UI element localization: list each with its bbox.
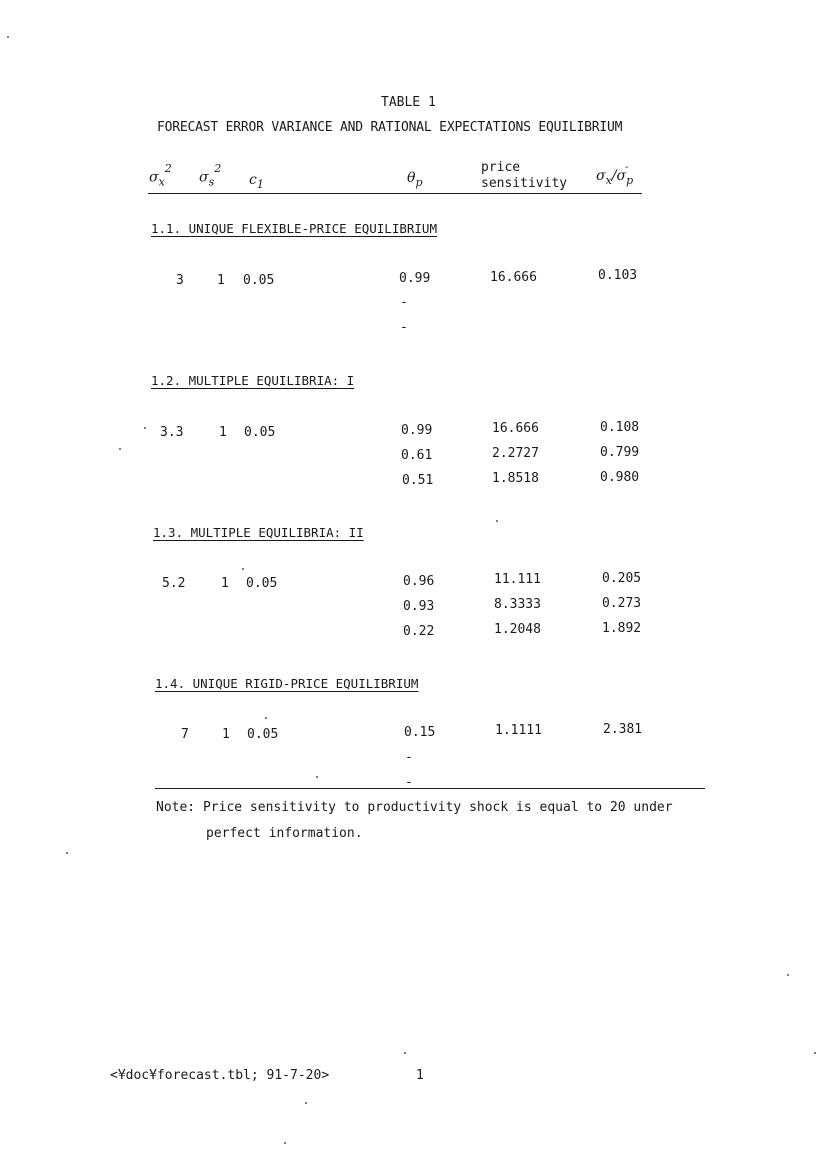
param-sigma-s2: 1: [222, 727, 230, 742]
cell-theta: -: [405, 775, 413, 790]
table-note-continued: perfect information.: [206, 826, 363, 841]
cell-theta: 0.96: [403, 574, 435, 589]
page-number: 1: [416, 1068, 424, 1083]
cell-price: 16.666: [492, 421, 539, 436]
cell-theta: 0.99: [399, 271, 431, 286]
cell-theta: -: [400, 295, 408, 310]
scan-speck: [316, 776, 318, 778]
table-subtitle: FORECAST ERROR VARIANCE AND RATIONAL EXPECTATIONS EQUILIBRIUM: [157, 120, 623, 135]
scan-speck: [66, 852, 68, 854]
cell-theta: 0.22: [403, 624, 435, 639]
cell-ratio: 0.205: [602, 571, 642, 586]
cell-theta: 0.15: [404, 725, 436, 740]
table-note: Note: Price sensitivity to productivity shock is equal to 20 under: [156, 800, 673, 815]
scan-speck: [7, 36, 9, 38]
scan-speck: [265, 717, 267, 719]
param-c1: 0.05: [247, 727, 279, 742]
table-bottom-rule: [155, 788, 705, 789]
cell-price: 16.666: [490, 270, 537, 285]
cell-theta: -: [405, 750, 413, 765]
header-c1: $c_1$: [249, 172, 264, 191]
section-title: 1.1. UNIQUE FLEXIBLE-PRICE EQUILIBRIUM: [151, 221, 437, 236]
cell-price: 11.111: [494, 572, 541, 587]
header-sigma-x2: $\sigma_x^2$: [149, 162, 172, 189]
cell-theta: 0.93: [403, 599, 435, 614]
cell-ratio: 0.273: [602, 596, 642, 611]
cell-ratio: 0.103: [598, 268, 638, 283]
table-title: TABLE 1: [381, 95, 436, 110]
param-sigma-s2: 1: [217, 273, 225, 288]
param-sigma-x2: 7: [181, 727, 189, 742]
header-price-line2: sensitivity: [481, 176, 568, 191]
cell-price: 1.8518: [492, 471, 539, 486]
cell-ratio: 1.892: [602, 621, 642, 636]
cell-price: 1.2048: [494, 622, 541, 637]
scan-speck: [144, 427, 146, 429]
section-title: 1.2. MULTIPLE EQUILIBRIA: I: [151, 373, 355, 388]
param-sigma-x2: 3: [176, 273, 184, 288]
cell-theta: 0.61: [401, 448, 433, 463]
param-sigma-x2: 5.2: [162, 576, 186, 591]
param-sigma-x2: 3.3: [160, 425, 184, 440]
param-sigma-s2: 1: [219, 425, 227, 440]
scan-speck: [305, 1102, 307, 1104]
scan-speck: [496, 520, 498, 522]
section-title: 1.3. MULTIPLE EQUILIBRIA: II: [153, 525, 364, 540]
cell-theta: 0.51: [402, 473, 434, 488]
scan-speck: [404, 1052, 406, 1054]
header-price-line1: price: [481, 160, 521, 175]
param-c1: 0.05: [246, 576, 278, 591]
cell-price: 1.1111: [495, 723, 542, 738]
cell-ratio: 0.980: [600, 470, 640, 485]
cell-price: 2.2727: [492, 446, 539, 461]
header-rule: [148, 193, 642, 194]
footer-file-path: <¥doc¥forecast.tbl; 91-7-20>: [110, 1068, 330, 1083]
scan-speck: [284, 1142, 286, 1144]
cell-theta: 0.99: [401, 423, 433, 438]
scan-speck: [787, 974, 789, 976]
header-theta-p: $\theta_p$: [407, 170, 423, 189]
scan-speck: [119, 448, 121, 450]
header-ratio: $\sigma_x/\sigma_p$ -: [596, 162, 634, 187]
cell-ratio: 0.799: [600, 445, 640, 460]
cell-ratio: 0.108: [600, 420, 640, 435]
cell-ratio: 2.381: [603, 722, 643, 737]
param-c1: 0.05: [244, 425, 276, 440]
cell-price: 8.3333: [494, 597, 541, 612]
param-sigma-s2: 1: [221, 576, 229, 591]
scan-speck: [242, 568, 244, 570]
header-sigma-s2: $\sigma_s^2$: [199, 162, 222, 189]
scan-speck: [814, 1052, 816, 1054]
param-c1: 0.05: [243, 273, 275, 288]
section-title: 1.4. UNIQUE RIGID-PRICE EQUILIBRIUM: [155, 676, 419, 691]
cell-theta: -: [400, 320, 408, 335]
